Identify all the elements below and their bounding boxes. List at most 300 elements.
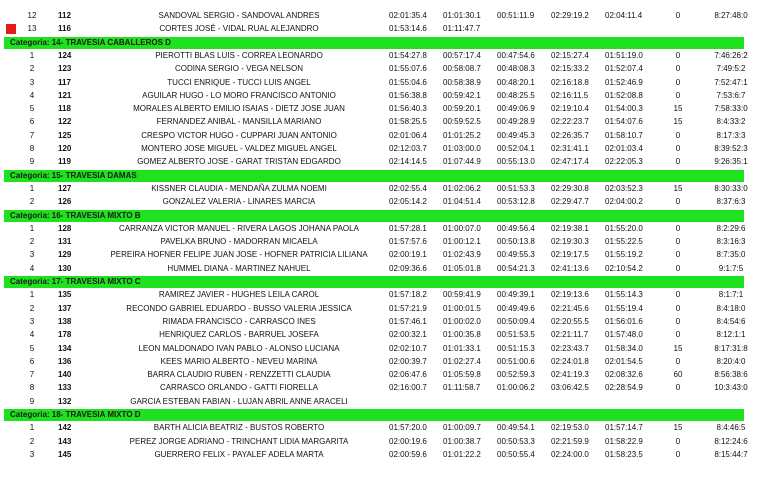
split-time-1: 01:57:57.6 <box>389 237 427 247</box>
team-name-cell: PEREZ JORGE ADRIANO - TRINCHANT LIDIA MARGARITA <box>129 436 349 446</box>
result-row <box>0 10 768 22</box>
result-row <box>0 396 768 408</box>
penalty-cell: 0 <box>675 130 681 140</box>
category-header <box>4 37 744 49</box>
split-time-4: 02:24:00.0 <box>551 449 589 459</box>
split-time-4: 02:19:13.6 <box>551 290 589 300</box>
team-name-cell: KISSNER CLAUDIA - MENDAÑA ZULMA NOEMI <box>151 183 327 193</box>
bib-number-cell: 120 <box>58 144 72 153</box>
position-cell: 1 <box>29 423 35 433</box>
split-time-5: 01:55:20.0 <box>605 223 643 233</box>
result-row <box>0 183 768 195</box>
split-time-5: 01:55:19.4 <box>605 303 643 313</box>
position-cell: 1 <box>29 50 35 60</box>
total-time-cell: 8:4:46:5 <box>716 423 746 433</box>
bib-number-cell: 122 <box>58 117 72 127</box>
penalty-cell: 0 <box>675 64 681 74</box>
result-row <box>0 90 768 102</box>
total-time-cell: 8:20:4:0 <box>716 356 746 366</box>
result-row <box>0 23 768 35</box>
result-row <box>0 303 768 315</box>
position-cell: 9 <box>29 157 35 167</box>
split-time-1: 02:00:32.1 <box>389 330 427 340</box>
position-cell: 2 <box>29 197 35 207</box>
split-time-3: 00:50:53.3 <box>497 436 535 446</box>
team-name-cell: GONZALEZ VALERIA - LINARES MARCIA <box>162 197 316 207</box>
split-time-5: 01:52:46.9 <box>605 77 643 87</box>
position-cell: 9 <box>29 396 35 406</box>
position-cell: 8 <box>29 144 35 153</box>
team-name-cell: TUCCI ENRIQUE - TUCCI LUIS ANGEL <box>167 77 311 87</box>
total-time-cell: 7:46:26:2 <box>714 50 748 60</box>
split-time-3: 00:50:13.8 <box>497 237 535 247</box>
position-cell: 1 <box>29 290 35 300</box>
split-time-3: 00:49:55.3 <box>497 250 535 260</box>
total-time-cell: 8:7:35:0 <box>716 250 746 260</box>
total-time-cell: 8:30:33:0 <box>714 183 748 193</box>
split-time-1: 02:00:19.1 <box>389 250 427 260</box>
split-time-2: 01:01:33.1 <box>443 343 481 353</box>
split-time-4: 02:23:43.7 <box>551 343 589 353</box>
split-time-5: 01:54:07.6 <box>605 117 643 127</box>
split-time-4: 02:19:30.3 <box>551 237 589 247</box>
split-time-2: 00:58:38.9 <box>443 77 481 87</box>
result-row <box>0 103 768 115</box>
split-time-2: 01:05:59.8 <box>443 370 481 380</box>
category-label: Categoria: 17- TRAVESIA MIXTO C <box>10 277 141 286</box>
split-time-5: 02:08:32.6 <box>605 370 643 380</box>
split-time-1: 02:09:36.6 <box>389 263 427 273</box>
bib-number-cell: 127 <box>58 183 72 193</box>
total-time-cell: 8:15:44:7 <box>714 449 748 459</box>
split-time-2: 01:11:47.7 <box>443 24 481 34</box>
split-time-5: 01:55:19.2 <box>605 250 643 260</box>
team-name-cell: HUMMEL DIANA - MARTINEZ NAHUEL <box>167 263 311 273</box>
position-cell: 12 <box>27 11 37 20</box>
split-time-3: 00:50:09.4 <box>497 316 535 326</box>
team-name-cell: CARRANZA VICTOR MANUEL - RIVERA LAGOS JOHANA PAOLA <box>119 223 359 233</box>
split-time-5 <box>605 23 651 35</box>
split-time-4: 02:15:33.2 <box>551 64 589 74</box>
split-time-2: 01:11:58.7 <box>443 383 481 393</box>
bib-number-cell: 134 <box>58 343 72 353</box>
split-time-3 <box>497 396 543 408</box>
total-time-cell: 8:2:29:6 <box>716 223 746 233</box>
split-time-5: 02:22:05.3 <box>605 157 643 167</box>
split-time-3: 00:51:53.5 <box>497 330 535 340</box>
penalty-cell: 0 <box>675 223 681 233</box>
split-time-5: 01:58:22.9 <box>605 436 643 446</box>
bib-number-cell: 136 <box>58 356 72 366</box>
split-time-5: 02:10:54.2 <box>605 263 643 273</box>
penalty-cell: 0 <box>675 90 681 100</box>
split-time-3: 00:52:59.3 <box>497 370 535 380</box>
penalty-cell: 0 <box>675 303 681 313</box>
bib-number-cell: 121 <box>58 90 72 100</box>
split-time-4: 02:26:35.7 <box>551 130 589 140</box>
team-name-cell: CARRASCO ORLANDO - GATTI FIORELLA <box>159 383 319 393</box>
penalty-cell <box>666 23 690 35</box>
split-time-3: 00:53:12.8 <box>497 197 535 207</box>
total-time-cell: 8:1:7:1 <box>718 290 744 300</box>
result-row <box>0 236 768 248</box>
position-cell: 1 <box>29 183 35 193</box>
penalty-cell: 15 <box>673 423 683 433</box>
team-name-cell: RIMADA FRANCISCO - CARRASCO INES <box>162 316 316 326</box>
penalty-cell: 0 <box>675 316 681 326</box>
split-time-2: 01:01:22.2 <box>443 449 481 459</box>
split-time-2: 01:00:01.5 <box>443 303 481 313</box>
split-time-4: 02:31:41.1 <box>551 144 589 153</box>
team-name-cell: AGUILAR HUGO - LO MORO FRANCISCO ANTONIO <box>142 90 336 100</box>
category-label: Categoria: 15- TRAVESIA DAMAS <box>10 170 137 180</box>
penalty-cell: 0 <box>675 383 681 393</box>
split-time-3: 00:54:21.3 <box>497 263 535 273</box>
split-time-4 <box>551 396 597 408</box>
penalty-cell: 0 <box>675 77 681 87</box>
total-time-cell: 9:26:35:1 <box>714 157 748 167</box>
position-cell: 5 <box>29 343 35 353</box>
penalty-cell: 0 <box>675 263 681 273</box>
split-time-3: 00:49:39.1 <box>497 290 535 300</box>
team-name-cell: FERNANDEZ ANIBAL - MANSILLA MARIANO <box>156 117 322 127</box>
split-time-1: 02:14:14.5 <box>389 157 427 167</box>
split-time-3: 00:48:25.5 <box>497 90 535 100</box>
result-row <box>0 436 768 448</box>
split-time-4: 02:21:45.6 <box>551 303 589 313</box>
split-time-5: 01:57:14.7 <box>605 423 643 433</box>
split-time-5: 01:58:23.5 <box>605 449 643 459</box>
split-time-3: 00:49:56.4 <box>497 223 535 233</box>
split-time-3: 00:49:49.6 <box>497 303 535 313</box>
team-name-cell: KEES MARIO ALBERTO - NEVEU MARINA <box>160 356 318 366</box>
position-cell: 4 <box>29 330 35 340</box>
split-time-3: 00:55:13.0 <box>497 157 535 167</box>
position-cell: 13 <box>27 24 37 34</box>
split-time-3: 01:00:06.2 <box>497 383 535 393</box>
split-time-5: 02:04:11.4 <box>605 11 643 20</box>
position-cell: 3 <box>29 77 35 87</box>
position-cell: 6 <box>29 117 35 127</box>
split-time-4: 02:15:27.4 <box>551 50 589 60</box>
position-cell: 3 <box>29 250 35 260</box>
team-name-cell: PIEROTTI BLAS LUIS - CORREA LEONARDO <box>155 50 323 60</box>
split-time-4: 02:16:18.8 <box>551 77 589 87</box>
bib-number-cell: 125 <box>58 130 72 140</box>
bib-number-cell: 137 <box>58 303 72 313</box>
split-time-5: 01:54:00.3 <box>605 104 643 114</box>
result-row <box>0 223 768 235</box>
result-row <box>0 249 768 261</box>
bib-number-cell: 132 <box>58 396 72 406</box>
position-cell: 2 <box>29 237 35 247</box>
category-label: Categoria: 18- TRAVESIA MIXTO D <box>10 410 141 419</box>
position-cell: 2 <box>29 64 35 74</box>
result-row <box>0 77 768 89</box>
team-name-cell: LEON MALDONADO IVAN PABLO - ALONSO LUCIANA <box>138 343 340 353</box>
split-time-2: 00:59:41.9 <box>443 290 481 300</box>
penalty-cell: 0 <box>675 290 681 300</box>
bib-number-cell: 126 <box>58 197 72 207</box>
split-time-4: 02:29:30.8 <box>551 183 589 193</box>
bib-number-cell: 142 <box>58 423 72 433</box>
bib-number-cell: 112 <box>58 11 71 20</box>
bib-number-cell: 131 <box>58 237 72 247</box>
split-time-5: 01:52:07.4 <box>605 64 643 74</box>
split-time-2: 01:00:35.8 <box>443 330 481 340</box>
result-row <box>0 369 768 381</box>
split-time-1: 01:56:38.8 <box>389 90 427 100</box>
split-time-4: 02:21:11.7 <box>551 330 589 340</box>
split-time-3: 00:49:54.1 <box>497 423 535 433</box>
split-time-2: 00:59:20.1 <box>443 104 481 114</box>
split-time-5: 02:01:54.5 <box>605 356 643 366</box>
result-row <box>0 449 768 461</box>
position-cell: 1 <box>29 223 35 233</box>
bib-number-cell: 130 <box>58 263 72 273</box>
bib-number-cell: 117 <box>58 77 71 87</box>
split-time-4: 02:16:11.5 <box>551 90 589 100</box>
result-row <box>0 263 768 275</box>
split-time-4: 02:41:19.3 <box>551 370 589 380</box>
bib-number-cell: 116 <box>58 24 71 34</box>
split-time-2: 00:57:17.4 <box>443 50 481 60</box>
result-row <box>0 316 768 328</box>
category-header <box>4 276 744 288</box>
position-cell: 2 <box>29 303 35 313</box>
category-header <box>4 210 744 222</box>
team-name-cell: HENRIQUEZ CARLOS - BARRUEL JOSEFA <box>159 330 319 340</box>
position-cell: 7 <box>29 130 35 140</box>
team-name-cell: PEREIRA HOFNER FELIPE JUAN JOSE - HOFNER PATRICIA LILIANA <box>110 250 368 260</box>
bib-number-cell: 129 <box>58 250 72 260</box>
split-time-3: 00:52:04.1 <box>497 144 535 153</box>
result-row <box>0 422 768 434</box>
split-time-1: 01:53:14.6 <box>389 24 427 34</box>
split-time-1: 02:00:59.6 <box>389 449 427 459</box>
position-cell: 4 <box>29 263 35 273</box>
split-time-2: 00:59:52.5 <box>443 117 481 127</box>
team-name-cell: RAMIREZ JAVIER - HUGHES LEILA CAROL <box>158 290 320 300</box>
split-time-3: 00:51:00.6 <box>497 356 535 366</box>
team-name-cell: CODINA SERGIO - VEGA NELSON <box>174 64 304 74</box>
split-time-4: 02:41:13.6 <box>551 263 589 273</box>
total-time-cell: 8:56:38:6 <box>714 370 748 380</box>
team-name-cell: MORALES ALBERTO EMILIO ISAIAS - DIETZ JOSE JUAN <box>133 104 345 114</box>
penalty-cell: 15 <box>673 104 683 114</box>
total-time-cell: 7:58:33:0 <box>714 104 748 114</box>
team-name-cell: BARRA CLAUDIO RUBEN - RENZZETTI CLAUDIA <box>147 370 331 380</box>
team-name-cell: RECONDO GABRIEL EDUARDO - BUSSO VALERIA JESSICA <box>126 303 352 313</box>
split-time-4: 02:19:53.0 <box>551 423 589 433</box>
split-time-2: 00:58:08.7 <box>443 64 481 74</box>
split-time-3 <box>497 23 543 35</box>
total-time-cell: 8:39:52:3 <box>714 144 748 153</box>
split-time-1 <box>389 396 435 408</box>
total-time-cell: 8:12:24:6 <box>714 436 748 446</box>
bib-number-cell: 133 <box>58 383 72 393</box>
split-time-2 <box>443 396 489 408</box>
split-time-4: 02:22:23.7 <box>551 117 589 127</box>
penalty-cell <box>666 396 690 408</box>
split-time-1: 01:55:07.6 <box>389 64 427 74</box>
total-time-cell: 8:4:54:6 <box>716 316 746 326</box>
total-time-cell: 10:3:43:0 <box>714 383 748 393</box>
bib-number-cell: 124 <box>58 50 72 60</box>
split-time-3: 00:48:20.1 <box>497 77 535 87</box>
split-time-5: 01:52:08.8 <box>605 90 643 100</box>
position-cell: 3 <box>29 316 35 326</box>
bib-number-cell: 140 <box>58 370 72 380</box>
split-time-1: 01:55:04.6 <box>389 77 427 87</box>
total-time-cell: 7:52:47:1 <box>714 77 748 87</box>
split-time-1: 02:06:47.6 <box>389 370 427 380</box>
team-name-cell: PAVELKA BRUNO - MADORRAN MICAELA <box>160 237 318 247</box>
split-time-3: 00:51:15.3 <box>497 343 535 353</box>
split-time-5: 01:55:22.5 <box>605 237 643 247</box>
bib-number-cell: 145 <box>58 449 72 459</box>
penalty-cell: 15 <box>673 117 683 127</box>
penalty-cell: 0 <box>675 356 681 366</box>
split-time-2: 01:03:00.0 <box>443 144 481 153</box>
penalty-cell: 15 <box>673 183 683 193</box>
split-time-1: 01:57:21.9 <box>389 303 427 313</box>
result-row <box>0 130 768 142</box>
split-time-2: 01:02:27.4 <box>443 356 481 366</box>
category-label: Categoria: 16- TRAVESIA MIXTO B <box>10 210 141 220</box>
split-time-1: 02:01:06.4 <box>389 130 427 140</box>
split-time-4: 02:24:01.8 <box>551 356 589 366</box>
split-time-1: 01:58:25.5 <box>389 117 427 127</box>
penalty-cell: 60 <box>673 370 683 380</box>
split-time-2: 01:00:09.7 <box>443 423 481 433</box>
split-time-5: 01:55:14.3 <box>605 290 643 300</box>
split-time-5: 01:58:34.0 <box>605 343 643 353</box>
total-time-cell: 8:17:3:3 <box>716 130 746 140</box>
split-time-1: 02:16:00.7 <box>389 383 427 393</box>
position-cell: 3 <box>29 449 35 459</box>
result-row <box>0 343 768 355</box>
result-row <box>0 196 768 208</box>
total-time-cell: 8:27:48:0 <box>714 11 748 20</box>
split-time-1: 02:02:10.7 <box>389 343 427 353</box>
position-cell: 8 <box>29 383 35 393</box>
split-time-1: 01:57:20.0 <box>389 423 427 433</box>
team-name-cell: GOMEZ ALBERTO JOSE - GARAT TRISTAN EDGARDO <box>137 157 341 167</box>
split-time-3: 00:49:28.9 <box>497 117 535 127</box>
split-time-4: 02:19:17.5 <box>551 250 589 260</box>
split-time-4: 02:20:55.5 <box>551 316 589 326</box>
total-time-cell: 9:1:7:5 <box>718 263 744 273</box>
team-name-cell: GUERRERO FELIX - PAYALEF ADELA MARTA <box>154 449 324 459</box>
bib-number-cell: 123 <box>58 64 72 74</box>
penalty-cell: 0 <box>675 11 681 20</box>
split-time-4: 03:06:42.5 <box>551 383 589 393</box>
split-time-1: 01:57:18.2 <box>389 290 427 300</box>
penalty-cell: 0 <box>675 250 681 260</box>
split-time-1: 01:54:27.8 <box>389 50 427 60</box>
total-time-cell: 7:49:5:2 <box>716 64 746 74</box>
split-time-4: 02:19:10.4 <box>551 104 589 114</box>
split-time-1: 02:01:35.4 <box>389 11 427 20</box>
bib-number-cell: 135 <box>58 290 72 300</box>
bib-number-cell: 118 <box>58 104 71 114</box>
split-time-5: 01:58:10.7 <box>605 130 643 140</box>
position-cell: 4 <box>29 90 35 100</box>
total-time-cell: 7:53:6:7 <box>716 90 746 100</box>
result-row <box>0 50 768 62</box>
split-time-5: 02:04:00.2 <box>605 197 643 207</box>
split-time-5: 01:57:48.0 <box>605 330 643 340</box>
total-time-cell: 8:12:1:1 <box>716 330 746 340</box>
split-time-2: 01:00:07.0 <box>443 223 481 233</box>
category-header <box>4 409 744 421</box>
bib-number-cell: 143 <box>58 436 72 446</box>
split-time-4: 02:19:38.1 <box>551 223 589 233</box>
split-time-2: 01:04:51.4 <box>443 197 481 207</box>
split-time-5: 01:56:01.6 <box>605 316 643 326</box>
penalty-cell: 0 <box>675 237 681 247</box>
penalty-cell: 15 <box>673 343 683 353</box>
split-time-3: 00:50:55.4 <box>497 449 535 459</box>
split-time-1: 02:05:14.2 <box>389 197 427 207</box>
team-name-cell: MONTERO JOSE MIGUEL - VALDEZ MIGUEL ANGEL <box>141 144 337 153</box>
split-time-1: 02:12:03.7 <box>389 144 427 153</box>
split-time-2: 01:02:43.9 <box>443 250 481 260</box>
result-row <box>0 289 768 301</box>
penalty-cell: 0 <box>675 157 681 167</box>
split-time-3: 00:49:06.9 <box>497 104 535 114</box>
result-row <box>0 116 768 128</box>
split-time-3: 00:49:45.3 <box>497 130 535 140</box>
team-name-cell: GARCIA ESTEBAN FABIAN - LUJAN ABRIL ANNE ARACELI <box>130 396 348 406</box>
team-name-cell: SANDOVAL SERGIO - SANDOVAL ANDRES <box>158 11 320 20</box>
team-name-cell: CRESPO VICTOR HUGO - CUPPARI JUAN ANTONIO <box>141 130 337 140</box>
total-time-cell: 8:4:33:2 <box>716 117 746 127</box>
split-time-2: 00:59:42.1 <box>443 90 481 100</box>
penalty-cell: 0 <box>675 330 681 340</box>
split-time-2: 01:01:30.1 <box>443 11 481 20</box>
split-time-5: 02:01:03.4 <box>605 144 643 153</box>
red-flag-marker <box>6 24 16 34</box>
split-time-4 <box>551 23 597 35</box>
result-row <box>0 382 768 394</box>
result-row <box>0 63 768 75</box>
penalty-cell: 0 <box>675 144 681 153</box>
position-cell: 7 <box>29 370 35 380</box>
total-time-cell <box>700 396 762 408</box>
split-time-1: 01:57:46.1 <box>389 316 427 326</box>
split-time-3: 00:51:11.9 <box>497 11 535 20</box>
penalty-cell: 0 <box>675 197 681 207</box>
split-time-1: 01:57:28.1 <box>389 223 427 233</box>
bib-number-cell: 138 <box>58 316 72 326</box>
result-row <box>0 143 768 155</box>
split-time-3: 00:51:53.3 <box>497 183 535 193</box>
split-time-5: 02:03:52.3 <box>605 183 643 193</box>
position-cell: 5 <box>29 104 35 114</box>
split-time-5: 02:28:54.9 <box>605 383 643 393</box>
team-name-cell: BARTH ALICIA BEATRIZ - BUSTOS ROBERTO <box>153 423 325 433</box>
split-time-4: 02:21:59.9 <box>551 436 589 446</box>
split-time-5 <box>605 396 651 408</box>
total-time-cell <box>700 23 762 35</box>
total-time-cell: 8:4:18:0 <box>716 303 746 313</box>
split-time-3: 00:48:08.3 <box>497 64 535 74</box>
split-time-2: 01:02:06.2 <box>443 183 481 193</box>
split-time-2: 01:00:02.0 <box>443 316 481 326</box>
split-time-2: 01:07:44.9 <box>443 157 481 167</box>
